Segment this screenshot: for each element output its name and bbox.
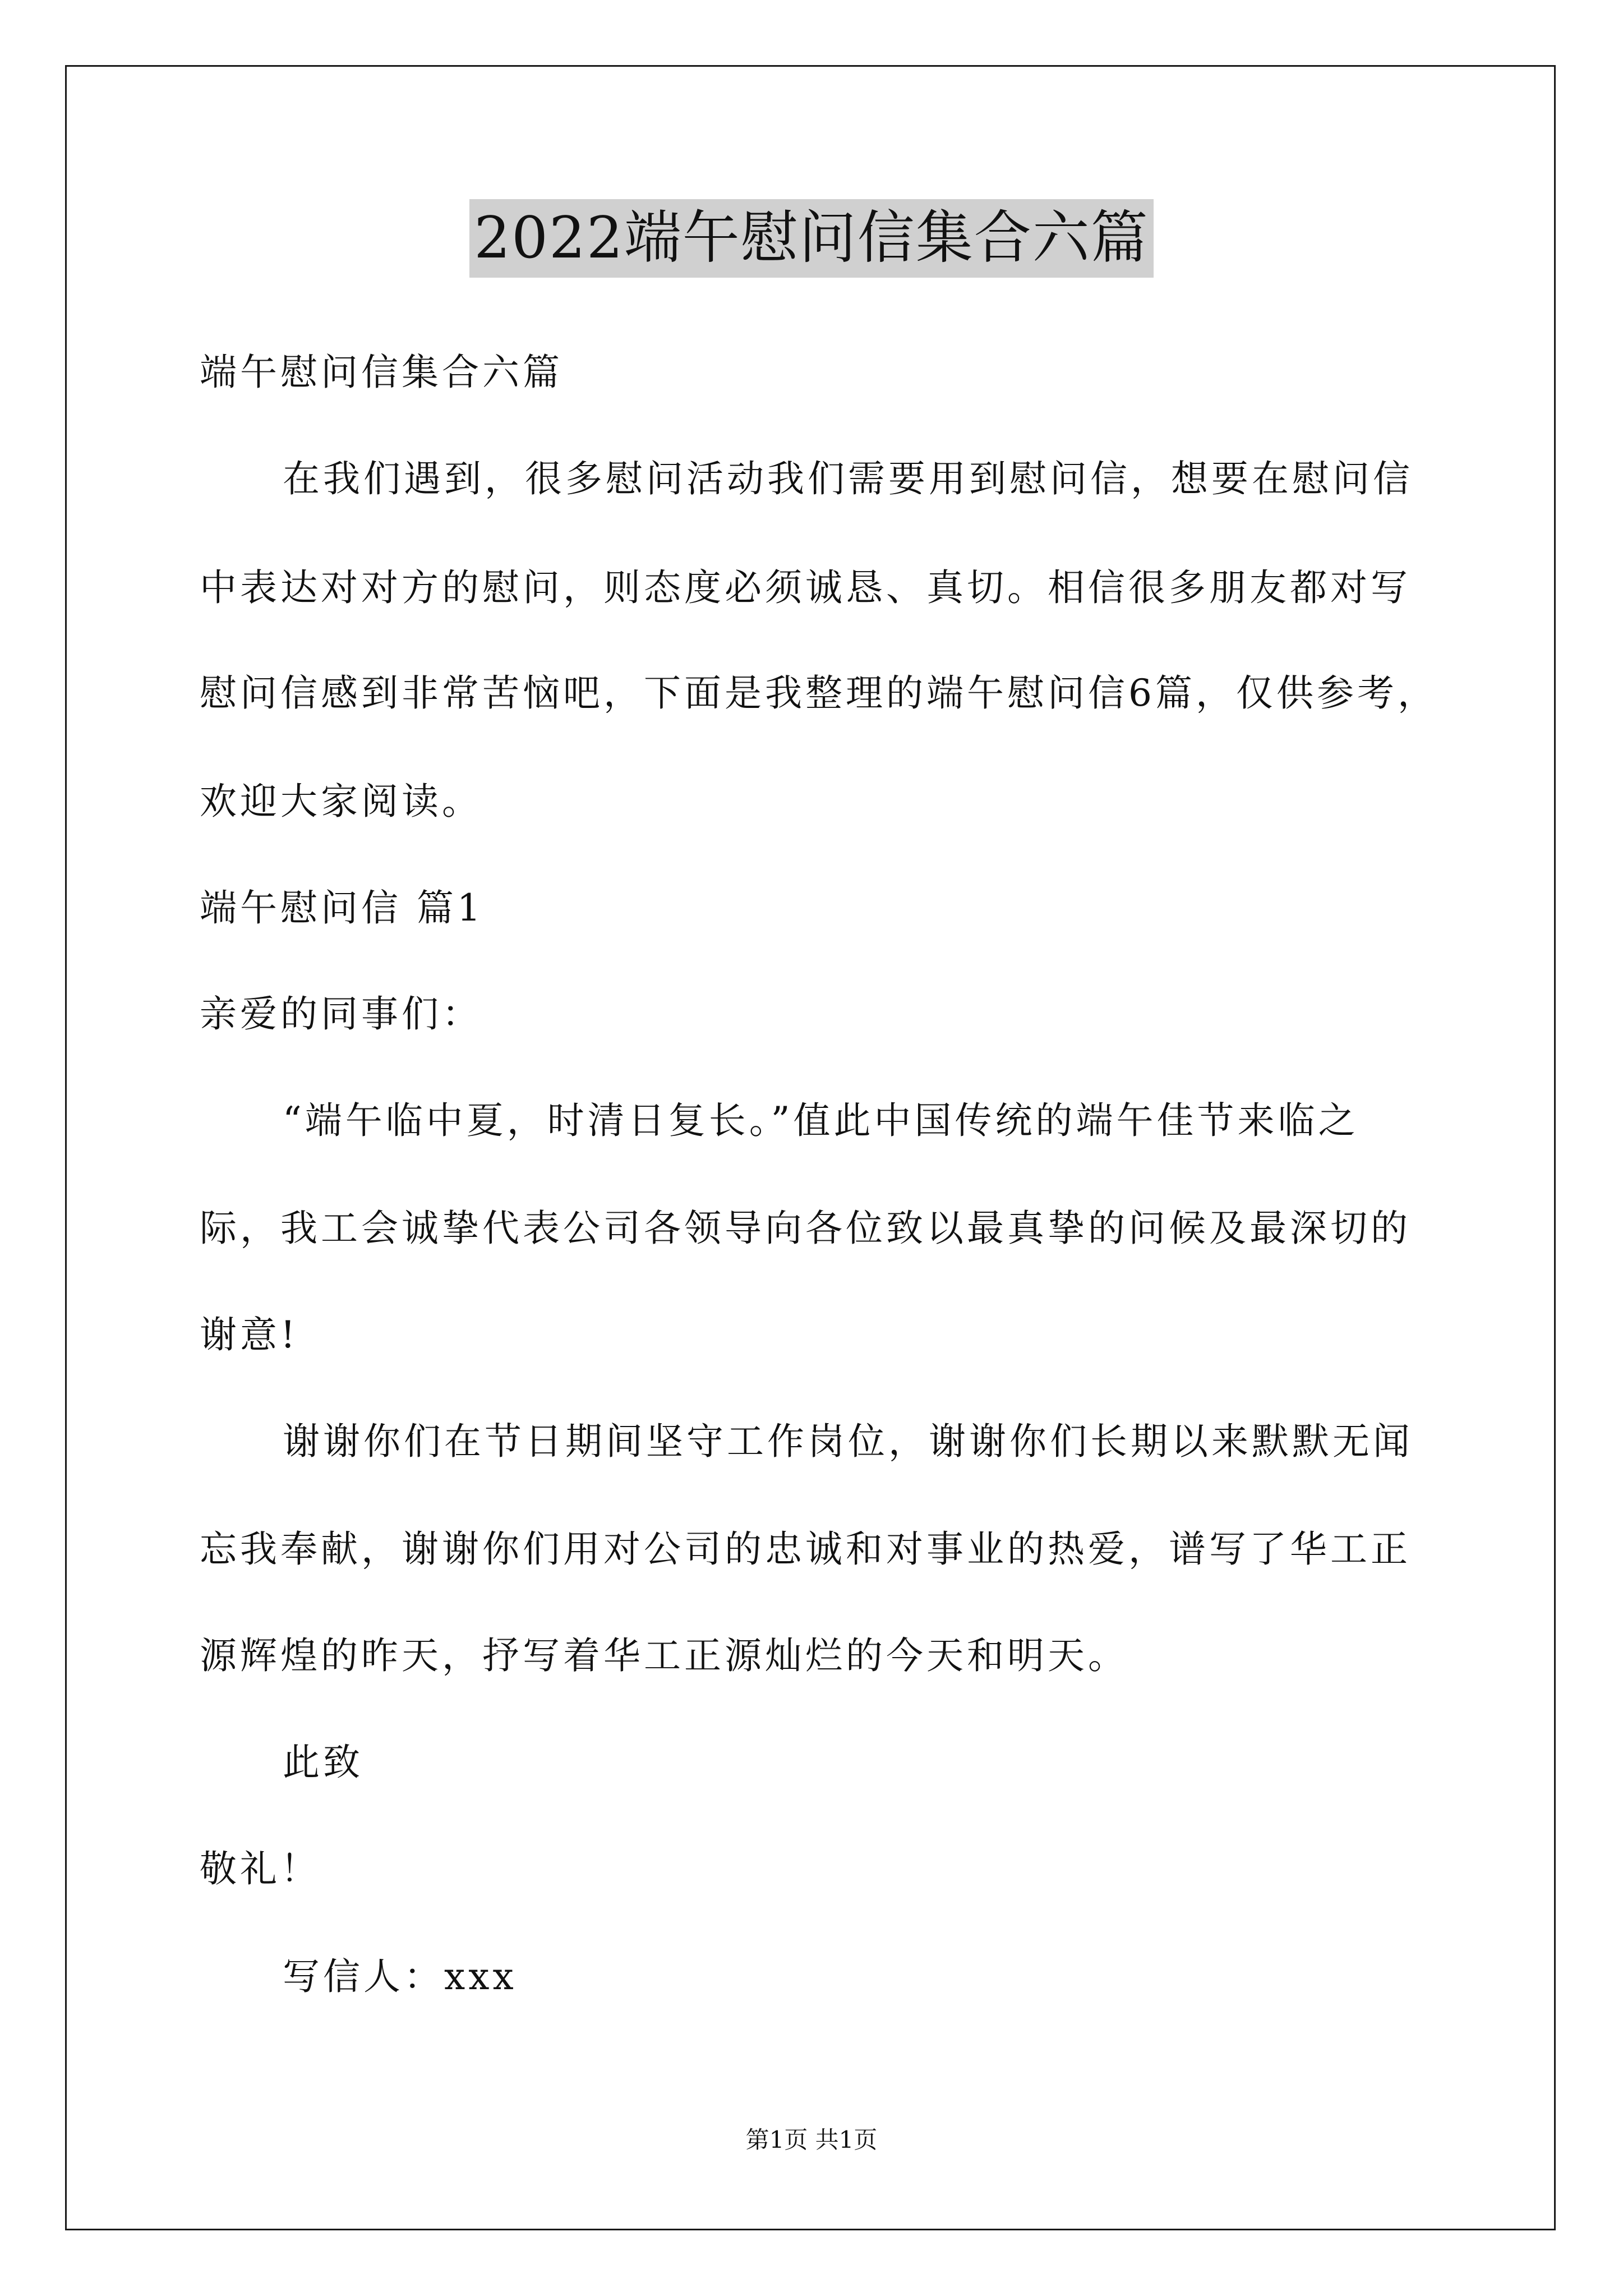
paragraph-line: 忘我奉献，谢谢你们用对公司的忠诚和对事业的热爱，谱写了华工正 bbox=[200, 1527, 1411, 1571]
paragraph-line: 源辉煌的昨天，抒写着华工正源灿烂的今天和明天。 bbox=[200, 1634, 1128, 1677]
paragraph-line: 在我们遇到，很多慰问活动我们需要用到慰问信，想要在慰问信 bbox=[283, 457, 1413, 500]
title-wrap bbox=[0, 199, 1623, 278]
paragraph-line: 中表达对对方的慰问，则态度必须诚恳、真切。相信很多朋友都对写 bbox=[200, 566, 1411, 609]
paragraph-line: 谢意! bbox=[200, 1313, 299, 1356]
document-title: 2022端午慰问信集合六篇 bbox=[469, 199, 1154, 278]
page-footer: 第1页 共1页 bbox=[745, 2126, 878, 2154]
paragraph-line: 谢谢你们在节日期间坚守工作岗位，谢谢你们长期以来默默无闻 bbox=[283, 1420, 1413, 1463]
signature-line: 写信人：xxx bbox=[283, 1955, 517, 1998]
closing-line: 此致 bbox=[283, 1741, 363, 1784]
paragraph-line: “端午临中夏，时清日复长。”值此中国传统的端午佳节来临之 bbox=[283, 1099, 1359, 1142]
paragraph-line: 欢迎大家阅读。 bbox=[200, 780, 482, 823]
section-heading: 端午慰问信 篇1 bbox=[200, 886, 484, 930]
paragraph-line: 际，我工会诚挚代表公司各领导向各位致以最真挚的问候及最深切的 bbox=[200, 1207, 1411, 1250]
paragraph-line: 慰问信感到非常苦恼吧，下面是我整理的端午慰问信6篇，仅供参考， bbox=[200, 671, 1438, 715]
salutation-line: 亲爱的同事们： bbox=[200, 992, 482, 1036]
subtitle-line: 端午慰问信集合六篇 bbox=[200, 351, 563, 394]
closing-line: 敬礼！ bbox=[200, 1847, 321, 1890]
